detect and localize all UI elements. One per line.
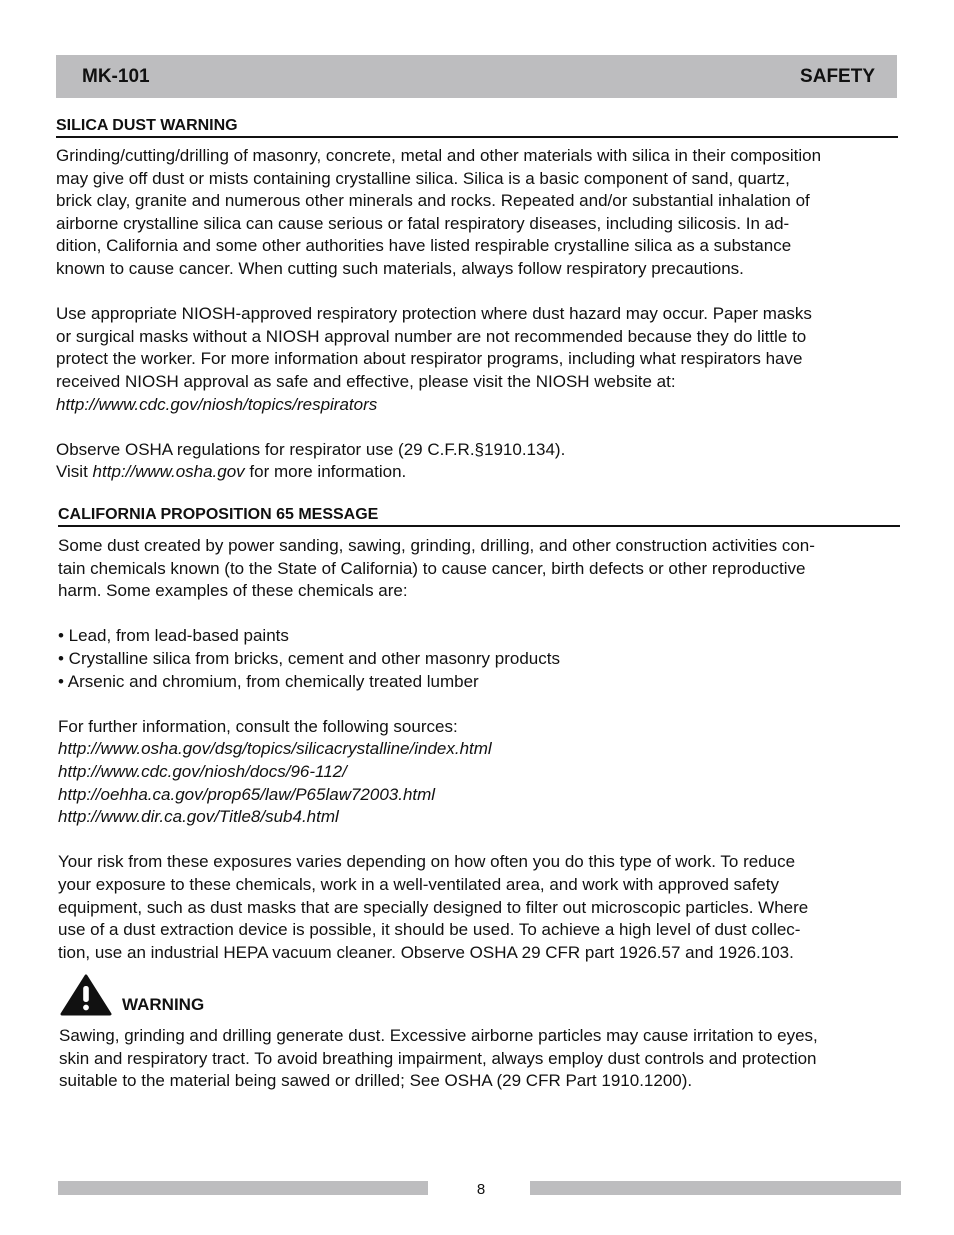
source-link[interactable]: http://www.osha.gov/dsg/topics/silicacrystalline/index.html [58, 739, 492, 759]
visit-prefix: Visit [56, 462, 93, 482]
silica-heading: SILICA DUST WARNING [56, 116, 898, 138]
chemical-bullet: • Lead, from lead-based paints [58, 626, 289, 646]
section-label: SAFETY [800, 65, 875, 87]
silica-line: dition, California and some other authorities have listed respirable crystalline silica as a substance [56, 236, 792, 256]
chemical-bullet: • Crystalline silica from bricks, cement and other masonry products [58, 648, 560, 668]
osha-url-link[interactable]: http://www.osha.gov [92, 462, 245, 482]
page-number: 8 [476, 1181, 486, 1198]
osha-visit-line [56, 461, 901, 484]
warning-triangle-icon [60, 974, 112, 1016]
niosh-line: or surgical masks without a NIOSH approval number are not recommended because they do little to [56, 326, 807, 346]
warning-line: Sawing, grinding and drilling generate dust. Excessive airborne particles may cause irritation to eyes, [59, 1026, 818, 1045]
source-link[interactable]: http://www.dir.ca.gov/Title8/sub4.html [58, 807, 339, 827]
risk-line: your exposure to these chemicals, work in a well-ventilated area, and work with approved safety [58, 874, 779, 894]
osha-regulations-line: Observe OSHA regulations for respirator use (29 C.F.R.§1910.134). [56, 439, 566, 459]
silica-line: airborne crystalline silica can cause serious or fatal respiratory diseases, including silicosis. In ad- [56, 213, 790, 233]
risk-line: Your risk from these exposures varies depending on how often you do this type of work. To reduce [58, 852, 796, 872]
model-label: MK-101 [82, 65, 150, 87]
warning-line: skin and respiratory tract. To avoid breathing impairment, always employ dust controls and protection [59, 1048, 817, 1068]
source-link[interactable]: http://www.cdc.gov/niosh/docs/96-112/ [58, 761, 347, 781]
prop65-intro-line: harm. Some examples of these chemicals are: [58, 581, 408, 601]
prop65-intro-line: tain chemicals known (to the State of California) to cause cancer, birth defects or other reproductive [58, 558, 806, 578]
silica-body [56, 145, 901, 484]
prop65-intro-line: Some dust created by power sanding, sawing, grinding, drilling, and other construction activities con- [58, 536, 815, 555]
footer-bar-right [530, 1181, 901, 1195]
risk-line: tion, use an industrial HEPA vacuum cleaner. Observe OSHA 29 CFR part 1926.57 and 1926.103. [58, 942, 794, 962]
niosh-line: protect the worker. For more information about respirator programs, including what respirators have [56, 349, 803, 369]
silica-line: known to cause cancer. When cutting such materials, always follow respiratory precautions. [56, 258, 744, 278]
footer-bar-left [58, 1181, 428, 1195]
chemical-bullet: • Arsenic and chromium, from chemically treated lumber [58, 671, 479, 691]
warning-body [59, 1025, 904, 1093]
silica-line: brick clay, granite and numerous other minerals and rocks. Repeated and/or substantial inhalation of [56, 191, 810, 211]
warning-line: suitable to the material being sawed or drilled; See OSHA (29 CFR Part 1910.1200). [59, 1071, 693, 1091]
silica-line: Grinding/cutting/drilling of masonry, concrete, metal and other materials with silica in their composition [56, 146, 822, 165]
page-header [56, 55, 897, 98]
niosh-url-link[interactable]: http://www.cdc.gov/niosh/topics/respirators [56, 394, 378, 414]
prop65-heading: CALIFORNIA PROPOSITION 65 MESSAGE [58, 505, 900, 527]
silica-line: may give off dust or mists containing crystalline silica. Silica is a basic component of sand, quartz, [56, 168, 790, 188]
source-link[interactable]: http://oehha.ca.gov/prop65/law/P65law72003.html [58, 784, 436, 804]
niosh-line: Use appropriate NIOSH-approved respiratory protection where dust hazard may occur. Paper masks [56, 304, 812, 324]
sources-intro: For further information, consult the following sources: [58, 716, 458, 736]
prop65-body [58, 535, 903, 964]
visit-suffix: for more information. [244, 462, 407, 482]
risk-line: equipment, such as dust masks that are specially designed to filter out microscopic particles. Where [58, 897, 809, 917]
risk-line: use of a dust extraction device is possible, it should be used. To achieve a high level of dust collec- [58, 920, 801, 940]
niosh-line: received NIOSH approval as safe and effective, please visit the NIOSH website at: [56, 371, 676, 391]
warning-label: WARNING [122, 995, 205, 1014]
